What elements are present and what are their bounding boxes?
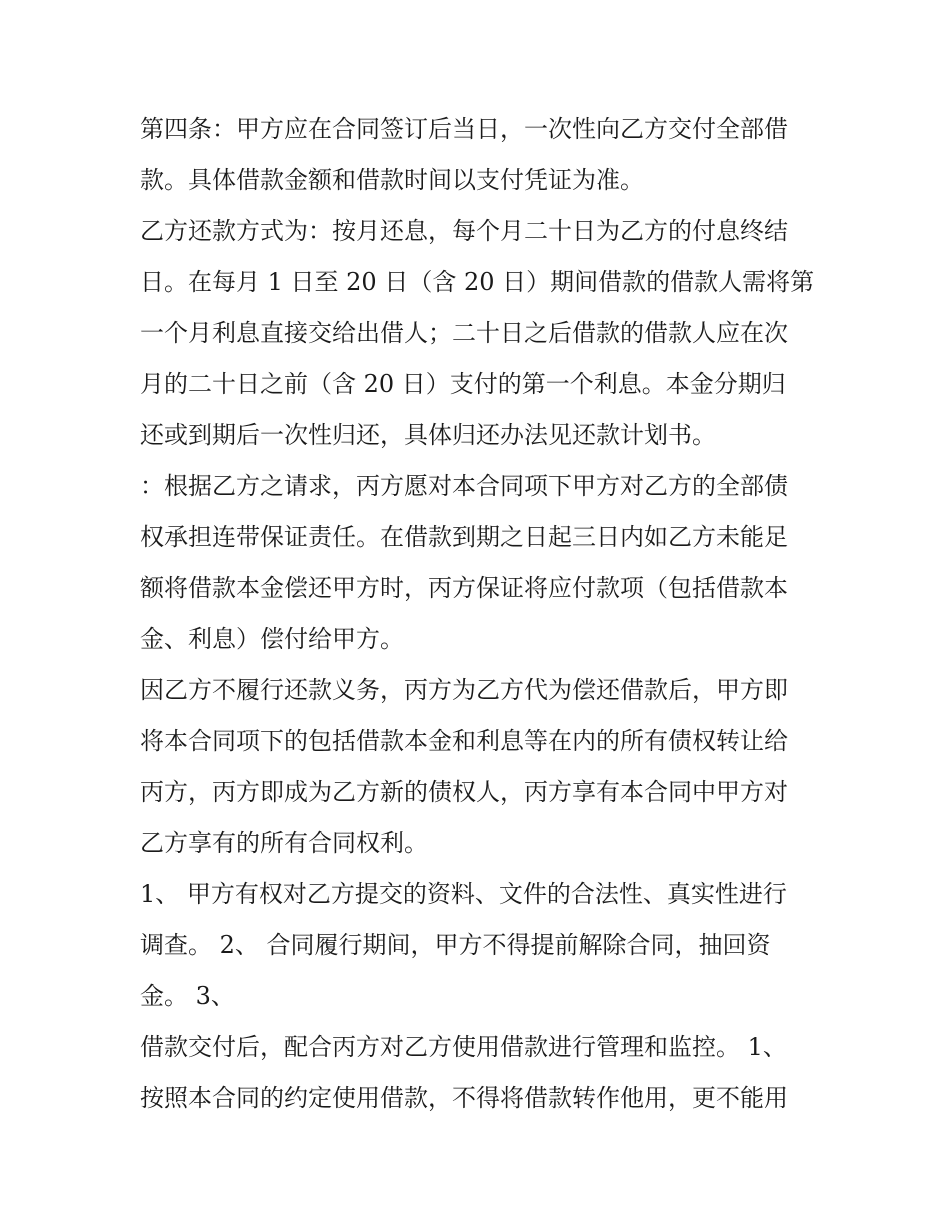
document-page	[140, 104, 820, 1124]
text-line: 金。 3、	[140, 982, 235, 1010]
paragraph-loan-usage	[140, 1022, 820, 1124]
text-line: 额将借款本金偿还甲方时，丙方保证将应付款项（包括借款本	[140, 574, 788, 602]
text-line: 还或到期后一次性归还，具体归还办法见还款计划书。	[140, 421, 716, 449]
paragraph-creditor-transfer	[140, 665, 820, 869]
text-line: 按照本合同的约定使用借款，不得将借款转作他用，更不能用	[140, 1084, 788, 1112]
text-line: 1、 甲方有权对乙方提交的资料、文件的合法性、真实性进行	[140, 880, 787, 908]
text-line: 将本合同项下的包括借款本金和利息等在内的所有债权转让给	[140, 727, 788, 755]
paragraph-guarantee	[140, 461, 820, 665]
text-line: 因乙方不履行还款义务，丙方为乙方代为偿还借款后，甲方即	[140, 676, 788, 704]
paragraph-article-4	[140, 104, 820, 206]
text-line: 月的二十日之前（含 20 日）支付的第一个利息。本金分期归	[140, 370, 786, 398]
text-line: 日。在每月 1 日至 20 日（含 20 日）期间借款的借款人需将第	[140, 268, 815, 296]
text-line: 借款交付后，配合丙方对乙方使用借款进行管理和监控。 1、	[140, 1033, 787, 1061]
paragraph-repayment-method	[140, 206, 820, 461]
text-line: 丙方，丙方即成为乙方新的债权人，丙方享有本合同中甲方对	[140, 778, 788, 806]
text-line: 一个月利息直接交给出借人；二十日之后借款的借款人应在次	[140, 319, 788, 347]
text-line: 权承担连带保证责任。在借款到期之日起三日内如乙方未能足	[140, 523, 788, 551]
text-line: 乙方还款方式为：按月还息，每个月二十日为乙方的付息终结	[140, 217, 788, 245]
text-line: 乙方享有的所有合同权利。	[140, 829, 428, 857]
text-line: 款。具体借款金额和借款时间以支付凭证为准。	[140, 166, 644, 194]
paragraph-party-a-rights	[140, 869, 820, 1022]
text-line: ：根据乙方之请求，丙方愿对本合同项下甲方对乙方的全部债	[140, 472, 788, 500]
text-line: 第四条：甲方应在合同签订后当日，一次性向乙方交付全部借	[140, 115, 788, 143]
text-line: 调查。 2、 合同履行期间，甲方不得提前解除合同，抽回资	[140, 931, 771, 959]
text-line: 金、利息）偿付给甲方。	[140, 625, 404, 653]
